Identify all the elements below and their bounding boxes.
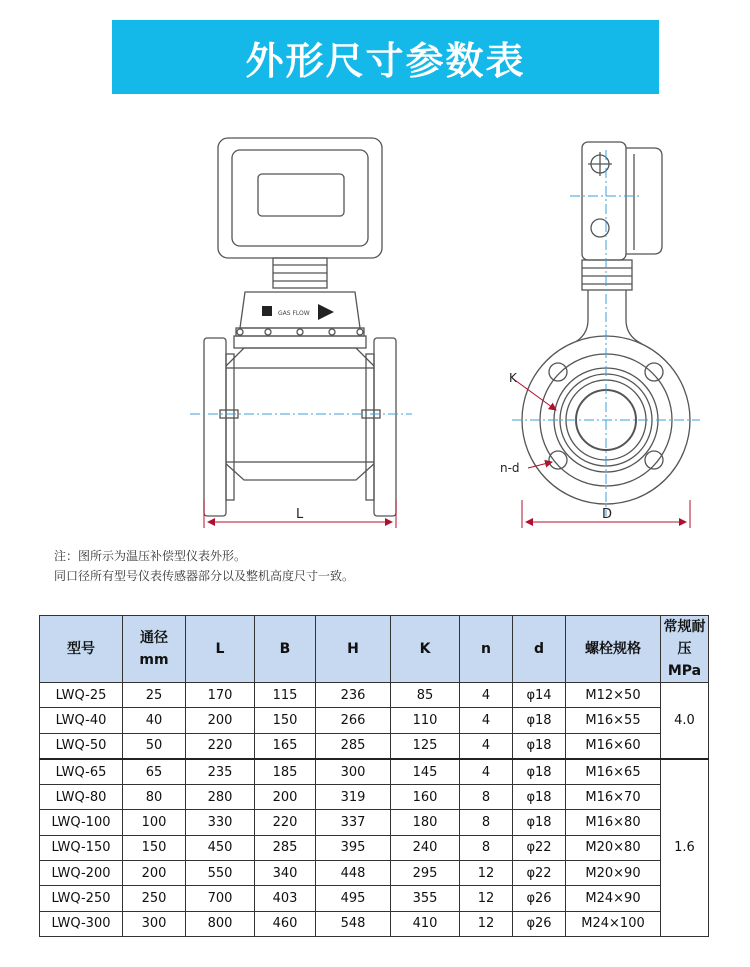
cell-l: 235	[186, 759, 255, 785]
table-row	[40, 886, 709, 911]
cell-l: 200	[186, 708, 255, 733]
cell-d: φ22	[513, 835, 566, 860]
cell-bolt: M16×55	[566, 708, 661, 733]
header-bolt: 螺栓规格	[566, 616, 661, 683]
notes	[54, 546, 354, 586]
cell-n: 4	[460, 759, 513, 785]
cell-d: φ22	[513, 861, 566, 886]
cell-b: 150	[255, 708, 316, 733]
cell-l: 280	[186, 785, 255, 810]
header-h: H	[316, 616, 391, 683]
cell-model: LWQ-300	[40, 911, 123, 936]
header-b: B	[255, 616, 316, 683]
page-title: 外形尺寸参数表	[245, 38, 526, 83]
header-pressure	[661, 616, 709, 683]
cell-model: LWQ-200	[40, 861, 123, 886]
table-row	[40, 911, 709, 936]
cell-d: φ26	[513, 886, 566, 911]
flow-plate-text: GAS FLOW	[278, 310, 310, 317]
table-row	[40, 733, 709, 759]
cell-dn: 50	[123, 733, 186, 759]
table-row	[40, 861, 709, 886]
note-line-2: 同口径所有型号仪表传感器部分以及整机高度尺寸一致。	[54, 569, 355, 583]
cell-k: 125	[391, 733, 460, 759]
cell-k: 110	[391, 708, 460, 733]
table-row	[40, 683, 709, 708]
cell-k: 355	[391, 886, 460, 911]
cell-dn: 150	[123, 835, 186, 860]
cell-model: LWQ-80	[40, 785, 123, 810]
cell-model: LWQ-100	[40, 810, 123, 835]
cell-bolt: M16×65	[566, 759, 661, 785]
cell-n: 12	[460, 911, 513, 936]
header-l: L	[186, 616, 255, 683]
cell-k: 145	[391, 759, 460, 785]
cell-b: 403	[255, 886, 316, 911]
cell-d: φ18	[513, 785, 566, 810]
table-row	[40, 835, 709, 860]
cell-d: φ18	[513, 733, 566, 759]
cell-l: 450	[186, 835, 255, 860]
cell-h: 319	[316, 785, 391, 810]
title-banner	[112, 20, 659, 94]
cell-l: 550	[186, 861, 255, 886]
cell-l: 220	[186, 733, 255, 759]
cell-l: 170	[186, 683, 255, 708]
header-n: n	[460, 616, 513, 683]
cell-h: 495	[316, 886, 391, 911]
dimension-drawing	[0, 110, 750, 540]
cell-model: LWQ-25	[40, 683, 123, 708]
cell-bolt: M16×70	[566, 785, 661, 810]
cell-n: 12	[460, 861, 513, 886]
cell-model: LWQ-65	[40, 759, 123, 785]
cell-dn: 40	[123, 708, 186, 733]
header-d: d	[513, 616, 566, 683]
cell-model: LWQ-150	[40, 835, 123, 860]
cell-bolt: M20×90	[566, 861, 661, 886]
cell-pressure: 1.6	[661, 759, 709, 937]
cell-d: φ18	[513, 708, 566, 733]
cell-n: 12	[460, 886, 513, 911]
cell-h: 300	[316, 759, 391, 785]
cell-k: 160	[391, 785, 460, 810]
cell-b: 185	[255, 759, 316, 785]
table-row	[40, 708, 709, 733]
cell-dn: 65	[123, 759, 186, 785]
cell-h: 266	[316, 708, 391, 733]
cell-dn: 80	[123, 785, 186, 810]
cell-model: LWQ-50	[40, 733, 123, 759]
cell-bolt: M12×50	[566, 683, 661, 708]
cell-h: 337	[316, 810, 391, 835]
cell-bolt: M16×60	[566, 733, 661, 759]
cell-bolt: M16×80	[566, 810, 661, 835]
cell-dn: 250	[123, 886, 186, 911]
cell-n: 8	[460, 835, 513, 860]
cell-bolt: M20×80	[566, 835, 661, 860]
cell-n: 8	[460, 810, 513, 835]
cell-dn: 300	[123, 911, 186, 936]
header-dn-line2: mm	[139, 652, 169, 668]
cell-k: 295	[391, 861, 460, 886]
dimension-label-d: D	[602, 507, 613, 522]
header-dn	[123, 616, 186, 683]
cell-h: 236	[316, 683, 391, 708]
cell-l: 700	[186, 886, 255, 911]
cell-d: φ26	[513, 911, 566, 936]
cell-model: LWQ-250	[40, 886, 123, 911]
table-row	[40, 810, 709, 835]
dimension-label-k: K	[509, 371, 517, 385]
cell-b: 165	[255, 733, 316, 759]
cell-model: LWQ-40	[40, 708, 123, 733]
dimension-label-nd: n-d	[500, 461, 520, 475]
cell-h: 448	[316, 861, 391, 886]
cell-b: 460	[255, 911, 316, 936]
cell-b: 200	[255, 785, 316, 810]
header-model: 型号	[40, 616, 123, 683]
header-k: K	[391, 616, 460, 683]
cell-dn: 25	[123, 683, 186, 708]
cell-bolt: M24×90	[566, 886, 661, 911]
cell-l: 330	[186, 810, 255, 835]
cell-b: 220	[255, 810, 316, 835]
cell-k: 240	[391, 835, 460, 860]
cell-d: φ18	[513, 759, 566, 785]
cell-k: 85	[391, 683, 460, 708]
cell-bolt: M24×100	[566, 911, 661, 936]
cell-k: 410	[391, 911, 460, 936]
cell-l: 800	[186, 911, 255, 936]
cell-k: 180	[391, 810, 460, 835]
header-pressure-line1: 常规耐压	[663, 619, 706, 657]
front-view	[204, 138, 396, 516]
cell-d: φ14	[513, 683, 566, 708]
cell-b: 115	[255, 683, 316, 708]
table-row	[40, 785, 709, 810]
cell-h: 395	[316, 835, 391, 860]
table-row	[40, 759, 709, 785]
cell-dn: 200	[123, 861, 186, 886]
header-pressure-line2: MPa	[667, 663, 702, 679]
dimension-label-l: L	[296, 507, 304, 522]
cell-b: 285	[255, 835, 316, 860]
cell-b: 340	[255, 861, 316, 886]
table-header-row	[40, 616, 709, 683]
note-line-1: 注：图所示为温压补偿型仪表外形。	[54, 549, 247, 563]
cell-dn: 100	[123, 810, 186, 835]
cell-n: 4	[460, 708, 513, 733]
spec-table	[39, 615, 709, 937]
cell-h: 548	[316, 911, 391, 936]
cell-n: 4	[460, 733, 513, 759]
cell-d: φ18	[513, 810, 566, 835]
header-dn-line1: 通径	[140, 630, 168, 646]
cell-n: 8	[460, 785, 513, 810]
cell-h: 285	[316, 733, 391, 759]
cell-pressure: 4.0	[661, 683, 709, 759]
cell-n: 4	[460, 683, 513, 708]
